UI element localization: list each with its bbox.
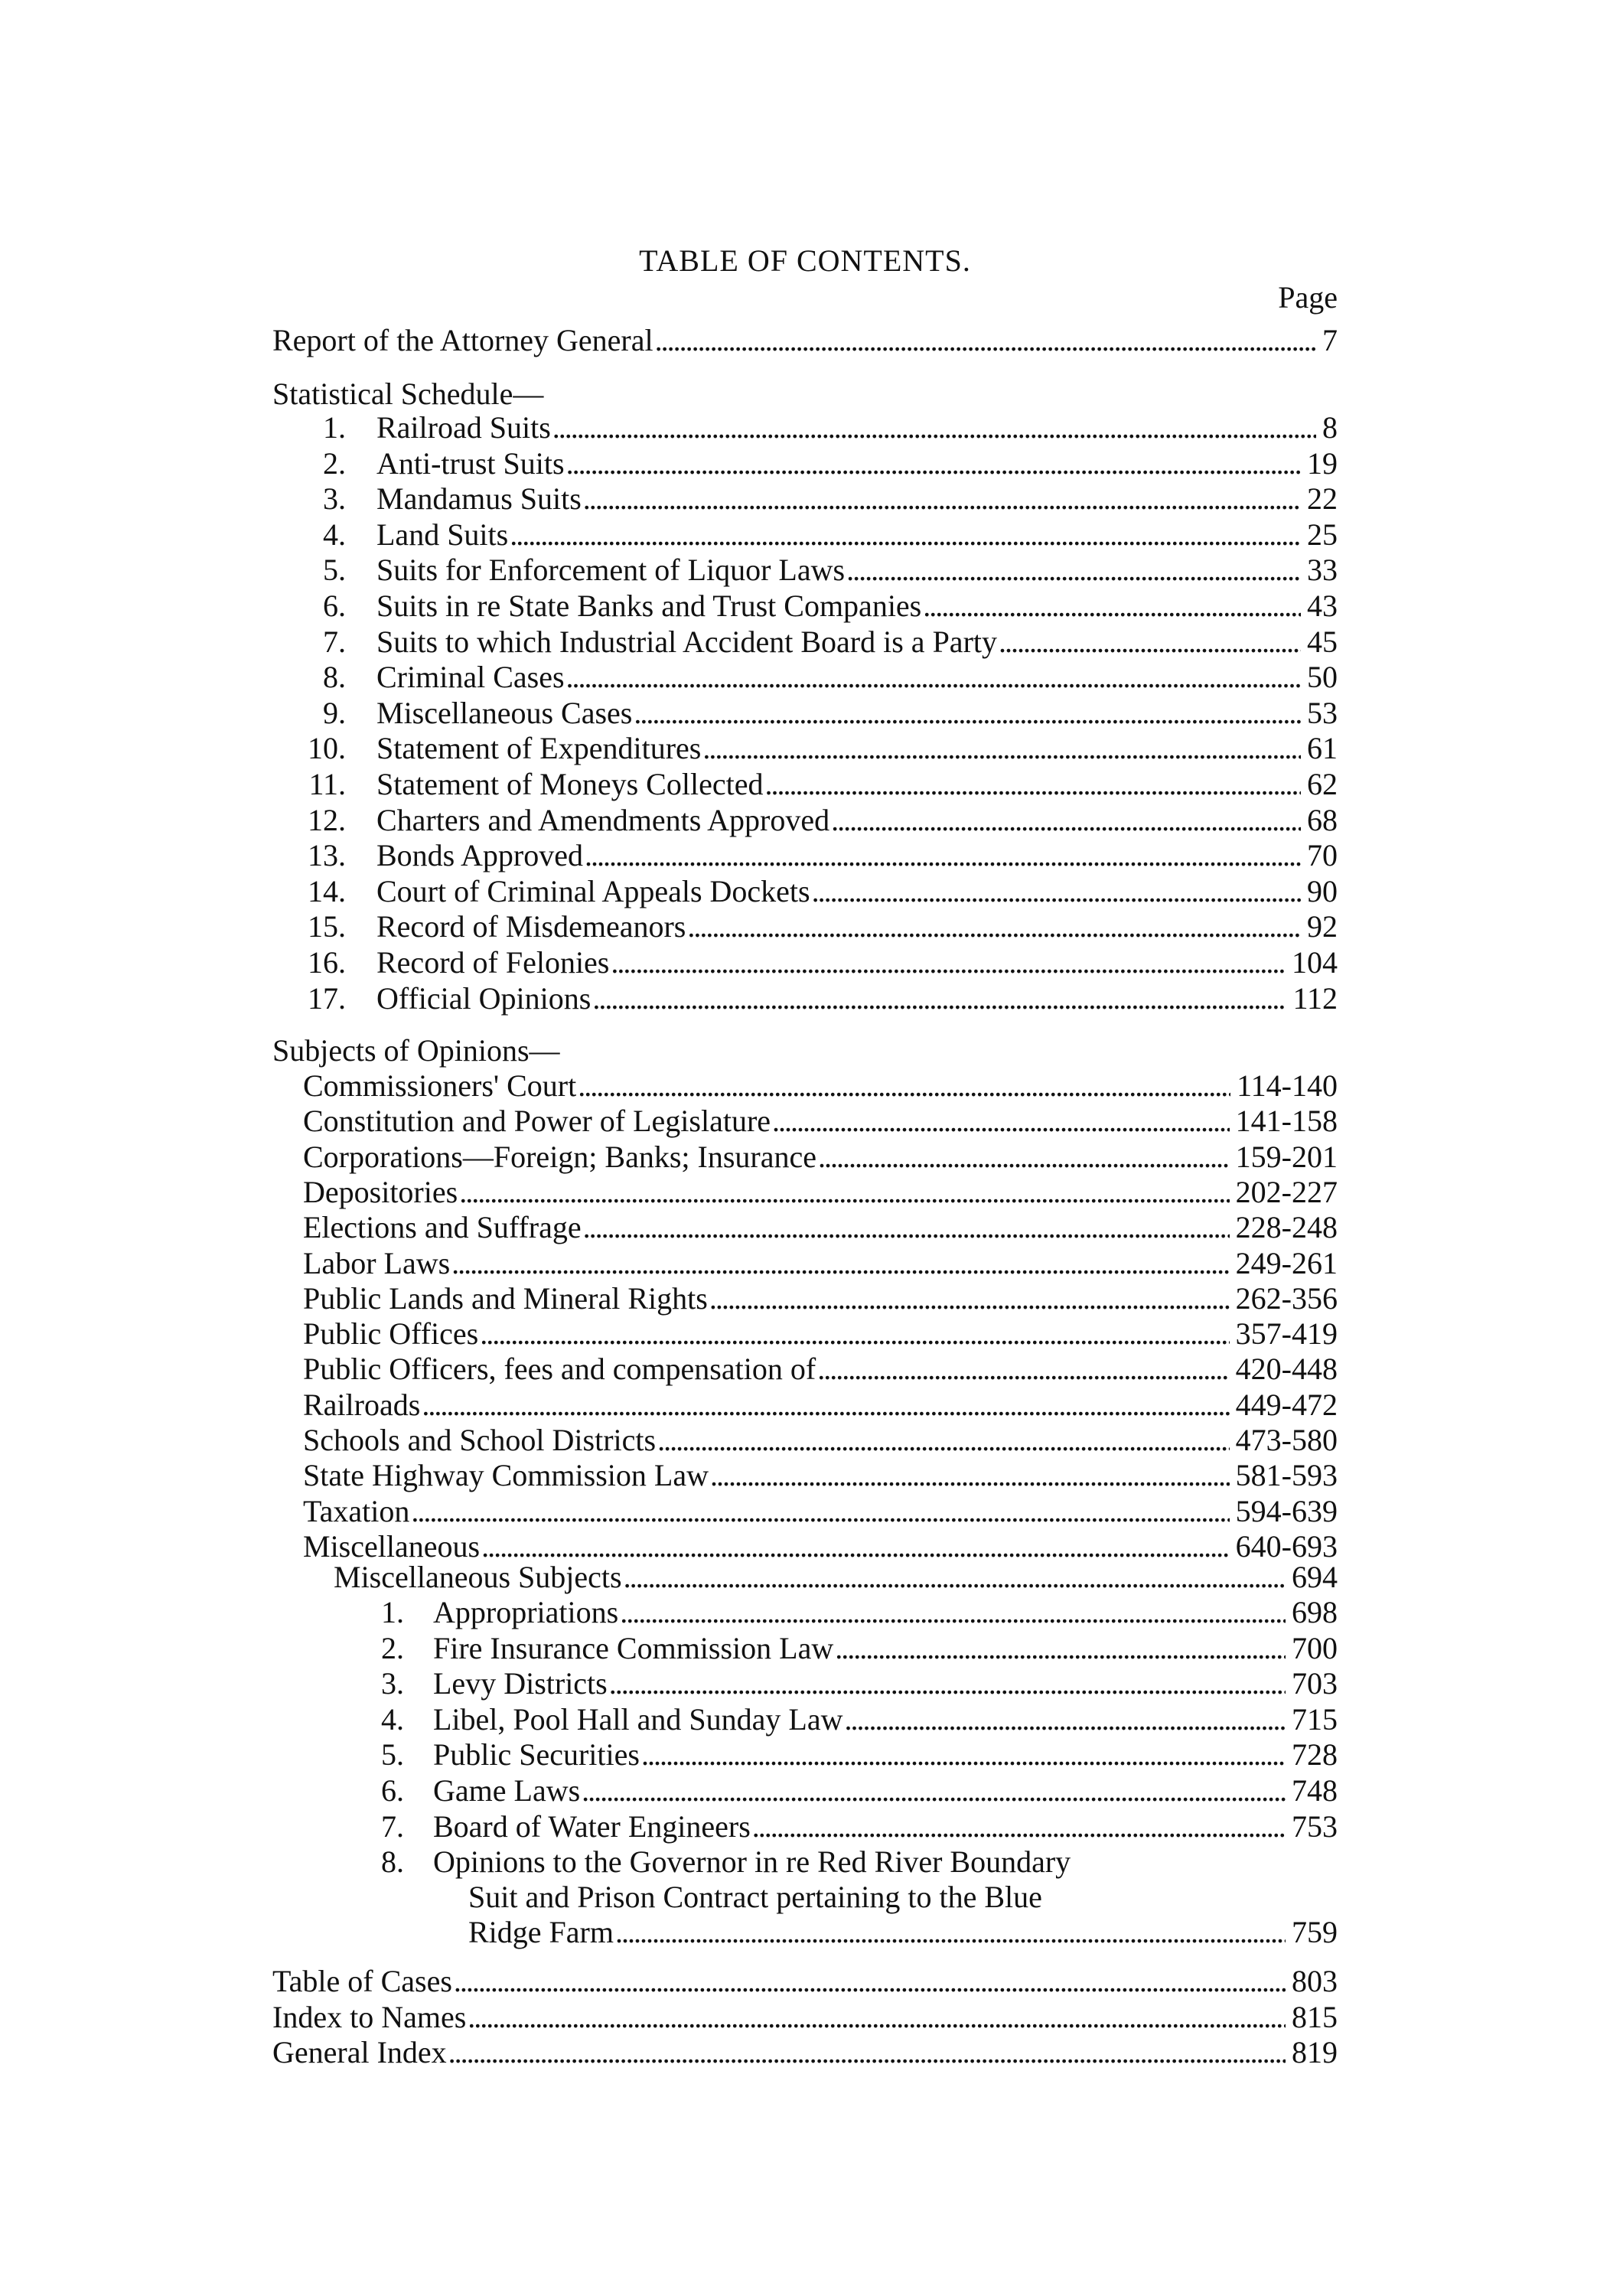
leader-dots bbox=[763, 767, 1301, 802]
toc-entry-subject bbox=[303, 1246, 1338, 1281]
entry-page: 61 bbox=[1307, 731, 1338, 765]
leader-dots bbox=[508, 517, 1301, 553]
leader-dots bbox=[576, 1068, 1230, 1104]
toc-entry-misc-item bbox=[352, 1702, 1338, 1737]
leader-dots bbox=[608, 1666, 1286, 1701]
leader-dots bbox=[466, 2000, 1286, 2035]
entry-number: 6. bbox=[381, 1773, 404, 1808]
entry-label-line3: Ridge Farm bbox=[468, 1915, 614, 1949]
toc-entry-statistical bbox=[294, 589, 1338, 624]
entry-page: 815 bbox=[1292, 2000, 1338, 2034]
toc-entry-misc-8-line3 bbox=[468, 1915, 1338, 1950]
entry-label: Taxation bbox=[303, 1494, 410, 1528]
toc-entry-subject bbox=[303, 1423, 1338, 1458]
entry-page: 8 bbox=[1322, 410, 1338, 445]
entry-number: 13. bbox=[308, 838, 346, 872]
entry-label-line2: Suit and Prison Contract pertaining to the Blue bbox=[468, 1880, 1042, 1914]
toc-entry-subject bbox=[303, 1104, 1338, 1139]
toc-entry-misc-item bbox=[352, 1809, 1338, 1844]
entry-label: Railroads bbox=[303, 1388, 421, 1422]
leader-dots bbox=[842, 1702, 1286, 1737]
entry-number: 7. bbox=[381, 1809, 404, 1844]
toc-entry-subject bbox=[303, 1281, 1338, 1316]
entry-page: 640-693 bbox=[1235, 1529, 1338, 1564]
toc-entry-report bbox=[272, 323, 1338, 358]
entry-page: 202-227 bbox=[1235, 1175, 1338, 1209]
entry-number: 8. bbox=[381, 1844, 404, 1879]
entry-number: 5. bbox=[323, 553, 346, 587]
entry-label: Court of Criminal Appeals Dockets bbox=[376, 874, 810, 908]
entry-number: 1. bbox=[323, 410, 346, 445]
leader-dots bbox=[580, 1773, 1286, 1808]
entry-number: 7. bbox=[323, 625, 346, 659]
entry-page: 249-261 bbox=[1235, 1246, 1338, 1280]
entry-label: Table of Cases bbox=[272, 1964, 452, 1998]
leader-dots bbox=[816, 1352, 1229, 1387]
entry-label: Schools and School Districts bbox=[303, 1423, 657, 1457]
page-title: TABLE OF CONTENTS. bbox=[639, 243, 971, 278]
entry-label: Miscellaneous Cases bbox=[376, 696, 633, 730]
entry-label: Land Suits bbox=[376, 517, 509, 552]
entry-page: 114-140 bbox=[1237, 1068, 1338, 1103]
leader-dots bbox=[845, 553, 1301, 588]
leader-dots bbox=[582, 481, 1301, 517]
subjects-heading: Subjects of Opinions— bbox=[272, 1033, 560, 1068]
entry-label: Mandamus Suits bbox=[376, 481, 582, 516]
toc-entry-subject bbox=[303, 1210, 1338, 1245]
leader-dots bbox=[420, 1388, 1229, 1423]
entry-page: 594-639 bbox=[1235, 1494, 1338, 1528]
entry-page: 141-158 bbox=[1235, 1104, 1338, 1138]
entry-page: 703 bbox=[1292, 1666, 1338, 1701]
entry-label: Miscellaneous Subjects bbox=[334, 1560, 622, 1594]
entry-number: 3. bbox=[381, 1666, 404, 1701]
entry-page: 53 bbox=[1307, 696, 1338, 730]
entry-page: 420-448 bbox=[1235, 1352, 1338, 1386]
entry-page: 819 bbox=[1292, 2035, 1338, 2069]
leader-dots bbox=[708, 1281, 1230, 1316]
entry-page: 228-248 bbox=[1235, 1210, 1338, 1244]
leader-dots bbox=[614, 1915, 1286, 1950]
toc-entry-statistical bbox=[294, 553, 1338, 588]
toc-entry-misc-item bbox=[352, 1631, 1338, 1666]
toc-entry-misc-8-line1 bbox=[352, 1844, 1270, 1880]
leader-dots bbox=[833, 1631, 1286, 1666]
toc-entry-statistical bbox=[294, 874, 1338, 909]
leader-dots bbox=[771, 1104, 1230, 1139]
entry-page: 92 bbox=[1307, 909, 1338, 944]
leader-dots bbox=[591, 981, 1286, 1016]
entry-page: 159-201 bbox=[1235, 1140, 1338, 1174]
entry-number: 14. bbox=[308, 874, 346, 908]
toc-entry-statistical bbox=[294, 838, 1338, 873]
entry-label: Public Officers, fees and compensation of bbox=[303, 1352, 816, 1386]
entry-label: Public Lands and Mineral Rights bbox=[303, 1281, 708, 1316]
entry-label: Fire Insurance Commission Law bbox=[433, 1631, 834, 1665]
entry-label: Record of Felonies bbox=[376, 945, 610, 980]
entry-label: Appropriations bbox=[433, 1595, 619, 1629]
toc-entry-back-matter bbox=[272, 2035, 1338, 2070]
leader-dots bbox=[452, 1964, 1286, 1999]
entry-page: 25 bbox=[1307, 517, 1338, 552]
entry-number: 9. bbox=[323, 696, 346, 730]
toc-entry-back-matter bbox=[272, 2000, 1338, 2035]
entry-label: Railroad Suits bbox=[376, 410, 551, 445]
entry-number: 2. bbox=[381, 1631, 404, 1665]
leader-dots bbox=[447, 2035, 1286, 2070]
entry-label: Game Laws bbox=[433, 1773, 581, 1808]
leader-dots bbox=[656, 1423, 1230, 1458]
entry-number: 11. bbox=[308, 767, 346, 801]
toc-entry-misc-subjects bbox=[334, 1560, 1338, 1595]
entry-page: 753 bbox=[1292, 1809, 1338, 1844]
leader-dots bbox=[997, 625, 1301, 660]
toc-entry-subject bbox=[303, 1388, 1338, 1423]
leader-dots bbox=[565, 660, 1301, 695]
toc-entry-misc-item bbox=[352, 1773, 1338, 1808]
toc-entry-subject bbox=[303, 1068, 1338, 1104]
entry-page: 104 bbox=[1292, 945, 1338, 980]
entry-label: State Highway Commission Law bbox=[303, 1458, 709, 1492]
entry-label: Board of Water Engineers bbox=[433, 1809, 751, 1844]
leader-dots bbox=[458, 1175, 1229, 1210]
entry-number: 10. bbox=[308, 731, 346, 765]
entry-label: Miscellaneous bbox=[303, 1529, 481, 1564]
entry-number: 16. bbox=[308, 945, 346, 980]
leader-dots bbox=[653, 323, 1316, 358]
entry-page: 694 bbox=[1292, 1560, 1338, 1594]
toc-entry-statistical bbox=[294, 909, 1338, 944]
entry-label: Index to Names bbox=[272, 2000, 467, 2034]
entry-number: 17. bbox=[308, 981, 346, 1016]
entry-label: Report of the Attorney General bbox=[272, 323, 653, 357]
entry-label: Official Opinions bbox=[376, 981, 592, 1016]
entry-label: Suits in re State Banks and Trust Companies bbox=[376, 589, 922, 623]
toc-entry-statistical bbox=[294, 660, 1338, 695]
toc-entry-misc-item bbox=[352, 1666, 1338, 1701]
leader-dots bbox=[409, 1494, 1229, 1529]
entry-label: Anti-trust Suits bbox=[376, 446, 565, 481]
leader-dots bbox=[640, 1737, 1286, 1773]
entry-label: Statement of Expenditures bbox=[376, 731, 702, 765]
entry-page: 581-593 bbox=[1235, 1458, 1338, 1492]
statistical-schedule-heading: Statistical Schedule— bbox=[272, 377, 544, 411]
toc-entry-subject bbox=[303, 1140, 1338, 1175]
entry-number: 2. bbox=[323, 446, 346, 481]
entry-page: 50 bbox=[1307, 660, 1338, 694]
toc-entry-subject bbox=[303, 1316, 1338, 1352]
entry-label: Corporations—Foreign; Banks; Insurance bbox=[303, 1140, 816, 1174]
entry-label: Charters and Amendments Approved bbox=[376, 803, 830, 837]
entry-label: Elections and Suffrage bbox=[303, 1210, 582, 1244]
entry-label: Suits to which Industrial Accident Board is a Party bbox=[376, 625, 997, 659]
leader-dots bbox=[829, 803, 1301, 838]
leader-dots bbox=[751, 1809, 1286, 1844]
entry-page: 22 bbox=[1307, 481, 1338, 516]
entry-page: 449-472 bbox=[1235, 1388, 1338, 1422]
toc-entry-statistical bbox=[294, 410, 1338, 445]
leader-dots bbox=[686, 909, 1301, 944]
entry-page: 43 bbox=[1307, 589, 1338, 623]
leader-dots bbox=[450, 1246, 1230, 1281]
entry-page: 19 bbox=[1307, 446, 1338, 481]
entry-label: Bonds Approved bbox=[376, 838, 583, 872]
leader-dots bbox=[582, 1210, 1230, 1245]
entry-number: 4. bbox=[381, 1702, 404, 1737]
toc-entry-subject bbox=[303, 1494, 1338, 1529]
leader-dots bbox=[622, 1560, 1286, 1595]
leader-dots bbox=[478, 1316, 1229, 1352]
leader-dots bbox=[565, 446, 1301, 481]
leader-dots bbox=[816, 1140, 1230, 1175]
entry-number: 12. bbox=[308, 803, 346, 837]
entry-page: 112 bbox=[1292, 981, 1338, 1016]
entry-label: Labor Laws bbox=[303, 1246, 451, 1280]
toc-entry-statistical bbox=[294, 517, 1338, 553]
toc-entry-subject bbox=[303, 1352, 1338, 1387]
leader-dots bbox=[632, 696, 1301, 731]
entry-page: 357-419 bbox=[1235, 1316, 1338, 1351]
entry-page: 33 bbox=[1307, 553, 1338, 587]
entry-page: 7 bbox=[1322, 323, 1338, 357]
entry-number: 4. bbox=[323, 517, 346, 552]
entry-label: Commissioners' Court bbox=[303, 1068, 577, 1103]
entry-label: Libel, Pool Hall and Sunday Law bbox=[433, 1702, 843, 1737]
toc-entry-statistical bbox=[294, 945, 1338, 980]
leader-dots bbox=[609, 945, 1286, 980]
leader-dots bbox=[583, 838, 1301, 873]
entry-page: 700 bbox=[1292, 1631, 1338, 1665]
toc-entry-subject bbox=[303, 1458, 1338, 1493]
toc-entry-back-matter bbox=[272, 1964, 1338, 1999]
toc-entry-statistical bbox=[294, 481, 1338, 517]
entry-label: Public Securities bbox=[433, 1737, 640, 1772]
toc-entry-statistical bbox=[294, 767, 1338, 802]
entry-page: 748 bbox=[1292, 1773, 1338, 1808]
toc-entry-statistical bbox=[294, 446, 1338, 481]
toc-entry-misc-item bbox=[352, 1737, 1338, 1773]
toc-entry-statistical bbox=[294, 696, 1338, 731]
entry-number: 5. bbox=[381, 1737, 404, 1772]
entry-label: Criminal Cases bbox=[376, 660, 565, 694]
leader-dots bbox=[701, 731, 1301, 766]
entry-label: Levy Districts bbox=[433, 1666, 608, 1701]
toc-entry-statistical bbox=[294, 731, 1338, 766]
page-column-header: Page bbox=[1278, 280, 1338, 315]
leader-dots bbox=[618, 1595, 1286, 1630]
entry-label: Constitution and Power of Legislature bbox=[303, 1104, 771, 1138]
entry-number: 15. bbox=[308, 909, 346, 944]
entry-page: 698 bbox=[1292, 1595, 1338, 1629]
entry-page: 68 bbox=[1307, 803, 1338, 837]
entry-label: Suits for Enforcement of Liquor Laws bbox=[376, 553, 846, 587]
entry-number: 3. bbox=[323, 481, 346, 516]
entry-label: Depositories bbox=[303, 1175, 458, 1209]
entry-label: Statement of Moneys Collected bbox=[376, 767, 764, 801]
entry-page: 262-356 bbox=[1235, 1281, 1338, 1316]
leader-dots bbox=[810, 874, 1301, 909]
entry-page: 803 bbox=[1292, 1964, 1338, 1998]
entry-page: 715 bbox=[1292, 1702, 1338, 1737]
entry-number: 1. bbox=[381, 1595, 404, 1629]
entry-number: 8. bbox=[323, 660, 346, 694]
leader-dots bbox=[921, 589, 1301, 624]
entry-number: 6. bbox=[323, 589, 346, 623]
toc-entry-statistical bbox=[294, 981, 1338, 1016]
entry-label-line1: Opinions to the Governor in re Red River Boundary bbox=[433, 1844, 1071, 1879]
toc-entry-subject bbox=[303, 1175, 1338, 1210]
toc-entry-statistical bbox=[294, 803, 1338, 838]
entry-label: Public Offices bbox=[303, 1316, 479, 1351]
entry-page: 90 bbox=[1307, 874, 1338, 908]
entry-label: Record of Misdemeanors bbox=[376, 909, 686, 944]
toc-entry-misc-item bbox=[352, 1595, 1338, 1630]
entry-page: 759 bbox=[1292, 1915, 1338, 1949]
entry-page: 728 bbox=[1292, 1737, 1338, 1772]
entry-page: 473-580 bbox=[1235, 1423, 1338, 1457]
toc-entry-statistical bbox=[294, 625, 1338, 660]
leader-dots bbox=[709, 1458, 1230, 1493]
entry-page: 45 bbox=[1307, 625, 1338, 659]
entry-page: 62 bbox=[1307, 767, 1338, 801]
entry-page: 70 bbox=[1307, 838, 1338, 872]
leader-dots bbox=[551, 410, 1316, 445]
entry-label: General Index bbox=[272, 2035, 447, 2069]
